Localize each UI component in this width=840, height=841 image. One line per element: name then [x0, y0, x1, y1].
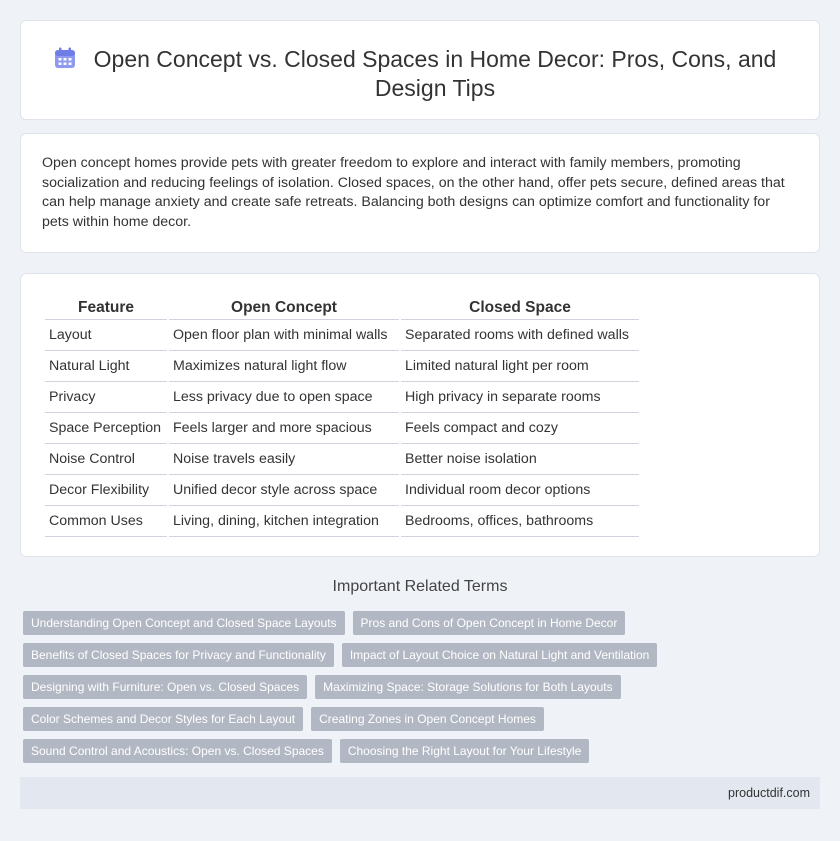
- column-header-feature: Feature: [45, 296, 167, 320]
- page-title: Open Concept vs. Closed Spaces in Home Decor: Pros, Cons, and Design Tips: [93, 46, 777, 101]
- table-cell: Maximizes natural light flow: [169, 351, 399, 382]
- related-term-tag[interactable]: Designing with Furniture: Open vs. Closed Spaces: [23, 675, 307, 699]
- table-row: [45, 506, 639, 537]
- related-term-tag[interactable]: Color Schemes and Decor Styles for Each Layout: [23, 707, 303, 731]
- comparison-table: [43, 296, 641, 537]
- related-term-tag[interactable]: Understanding Open Concept and Closed Space Layouts: [23, 611, 345, 635]
- table-row: [45, 413, 639, 444]
- table-cell: Noise Control: [45, 444, 167, 475]
- tag-row: [23, 739, 813, 763]
- column-header-open-concept: Open Concept: [169, 296, 399, 320]
- table-cell: Living, dining, kitchen integration: [169, 506, 399, 537]
- table-cell: Space Perception: [45, 413, 167, 444]
- related-term-tag[interactable]: Impact of Layout Choice on Natural Light and Ventilation: [342, 643, 658, 667]
- related-term-tag[interactable]: Creating Zones in Open Concept Homes: [311, 707, 544, 731]
- table-cell: Decor Flexibility: [45, 475, 167, 506]
- related-terms-tags: [23, 611, 813, 771]
- tag-row: [23, 675, 813, 699]
- intro-paragraph: Open concept homes provide pets with greater freedom to explore and interact with family members, promoting socialization and reducing feelings of isolation. Closed spaces, on the other hand, offer pets secure, defined areas that can help manage anxiety and create safe retreats. Balancing both designs can optimize comfort and functionality for pets within home decor.: [42, 155, 785, 230]
- table-cell: Natural Light: [45, 351, 167, 382]
- header-card: [20, 20, 820, 120]
- footer-site-link[interactable]: productdif.com: [728, 786, 810, 800]
- table-cell: Feels compact and cozy: [401, 413, 639, 444]
- table-cell: Limited natural light per room: [401, 351, 639, 382]
- related-term-tag[interactable]: Choosing the Right Layout for Your Lifestyle: [340, 739, 589, 763]
- table-row: [45, 475, 639, 506]
- footer: [20, 777, 820, 809]
- tag-row: [23, 643, 813, 667]
- table-cell: High privacy in separate rooms: [401, 382, 639, 413]
- intro-card: [20, 133, 820, 253]
- table-cell: Better noise isolation: [401, 444, 639, 475]
- related-terms-heading: Important Related Terms: [332, 578, 508, 595]
- related-term-tag[interactable]: Maximizing Space: Storage Solutions for Both Layouts: [315, 675, 621, 699]
- table-cell: Privacy: [45, 382, 167, 413]
- table-cell: Open floor plan with minimal walls: [169, 320, 399, 351]
- table-row: [45, 320, 639, 351]
- table-cell: Bedrooms, offices, bathrooms: [401, 506, 639, 537]
- table-row: [45, 382, 639, 413]
- tag-row: [23, 707, 813, 731]
- table-cell: Common Uses: [45, 506, 167, 537]
- table-cell: Less privacy due to open space: [169, 382, 399, 413]
- table-row: [45, 351, 639, 382]
- column-header-closed-space: Closed Space: [401, 296, 639, 320]
- table-header-row: [45, 296, 639, 320]
- table-cell: Individual room decor options: [401, 475, 639, 506]
- related-term-tag[interactable]: Sound Control and Acoustics: Open vs. Closed Spaces: [23, 739, 332, 763]
- related-term-tag[interactable]: Benefits of Closed Spaces for Privacy and Functionality: [23, 643, 334, 667]
- table-cell: Layout: [45, 320, 167, 351]
- table-row: [45, 444, 639, 475]
- table-cell: Feels larger and more spacious: [169, 413, 399, 444]
- related-term-tag[interactable]: Pros and Cons of Open Concept in Home Decor: [353, 611, 626, 635]
- table-cell: Noise travels easily: [169, 444, 399, 475]
- tag-row: [23, 611, 813, 635]
- table-cell: Unified decor style across space: [169, 475, 399, 506]
- comparison-table-card: [20, 273, 820, 557]
- table-cell: Separated rooms with defined walls: [401, 320, 639, 351]
